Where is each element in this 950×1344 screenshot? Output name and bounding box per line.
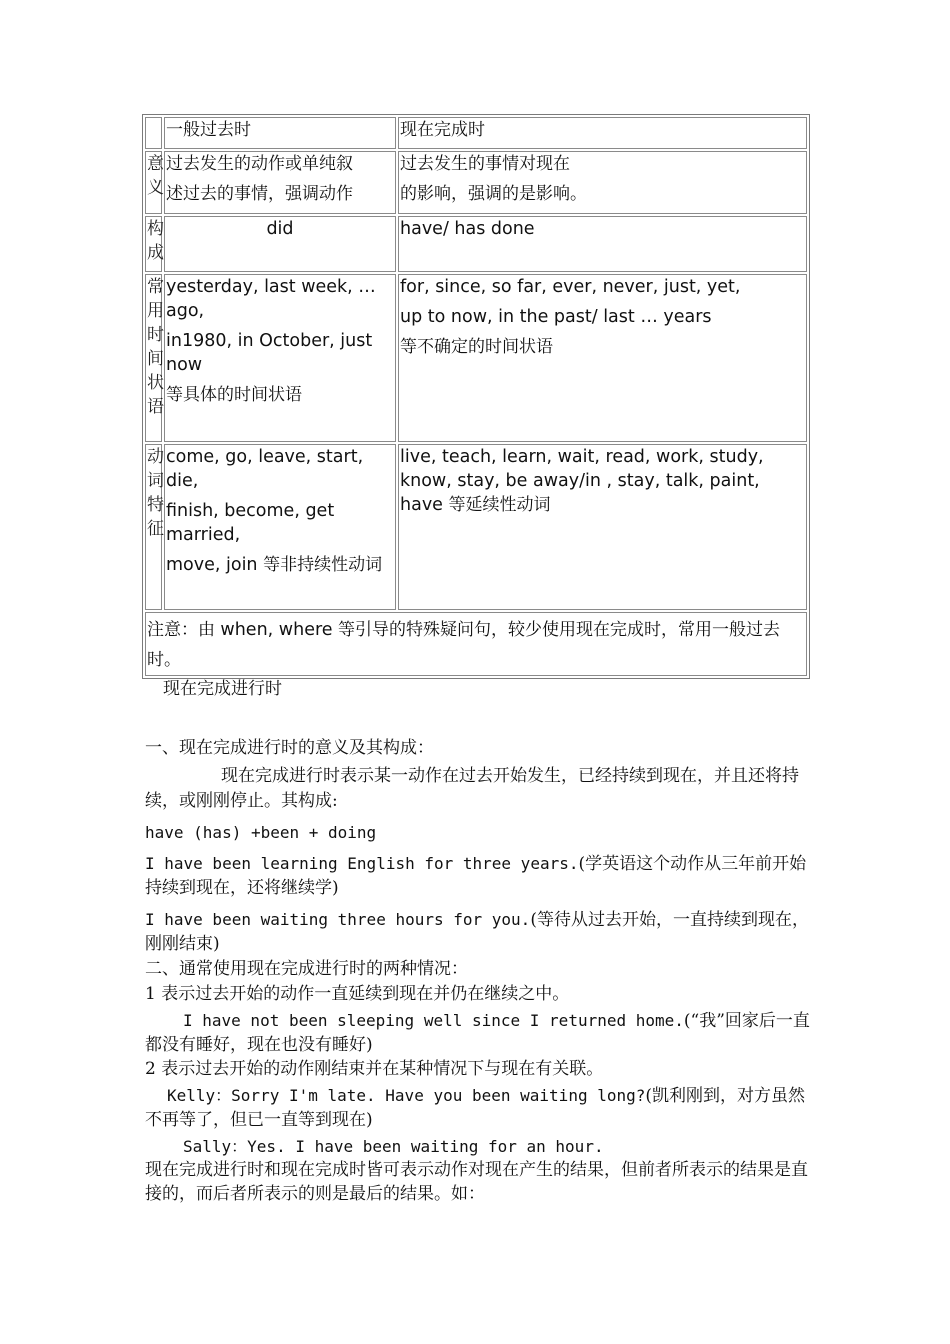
table-header-row: [145, 117, 807, 149]
section-one-heading: 一、现在完成进行时的意义及其构成：: [145, 738, 434, 758]
form-perfect-cell: have/ has done: [398, 216, 807, 272]
table-row-form: [145, 216, 807, 272]
row-label-adverbials: 常 用 时 间 状 语: [145, 274, 162, 442]
table-corner-cell: [145, 117, 162, 149]
table-row-verbs: [145, 444, 807, 610]
comparison-paragraph: 现在完成进行时和现在完成时皆可表示动作对现在产生的结果，但前者所表示的结果是直接的，而后者所表示的则是最后的结果。如：: [145, 1160, 808, 1204]
table-row-adverbials: [145, 274, 807, 442]
note-cell: 注意：由 when, where 等引导的特殊疑问句，较少使用现在完成时，常用一般过去时。: [145, 612, 807, 676]
table-row-meaning: [145, 151, 807, 214]
case-two-example-one: Kelly：Sorry I'm late. Have you been waiting long?(凯利刚到，对方虽然不再等了，但已一直等到现在): [145, 1086, 806, 1130]
case-one: 1 表示过去开始的动作一直延续到现在并仍在继续之中。: [145, 984, 570, 1004]
meaning-perfect-cell: 过去发生的事情对现在 的影响，强调的是影响。: [398, 151, 807, 214]
meaning-past-cell: 过去发生的动作或单纯叙 述过去的事情，强调动作: [164, 151, 396, 214]
row-label-form: 构 成: [145, 216, 162, 272]
section-one-description: 现在完成进行时表示某一动作在过去开始发生，已经持续到现在，并且还将持续，或刚刚停止。其构成:: [145, 766, 799, 811]
example-one: I have been learning English for three years.(学英语这个动作从三年前开始持续到现在，还将继续学): [145, 854, 807, 898]
example-two: I have been waiting three hours for you.(等待从过去开始，一直持续到现在，刚刚结束): [145, 910, 809, 954]
header-present-perfect: 现在完成时: [398, 117, 807, 149]
tense-comparison-table: [142, 114, 810, 679]
row-label-meaning: 意 义: [145, 151, 162, 214]
case-two: 2 表示过去开始的动作刚结束并在某种情况下与现在有关联。: [145, 1059, 604, 1079]
form-past-cell: did: [164, 216, 396, 272]
section-title: 现在完成进行时: [163, 679, 282, 699]
header-simple-past: 一般过去时: [164, 117, 396, 149]
adverbials-perfect-cell: for, since, so far, ever, never, just, yet, up to now, in the past/ last … years 等不确定的时间状语: [398, 274, 807, 442]
adverbials-past-cell: yesterday, last week, …ago, in1980, in October, just now 等具体的时间状语: [164, 274, 396, 442]
section-two-heading: 二、通常使用现在完成进行时的两种情况：: [145, 959, 468, 979]
verbs-perfect-cell: live, teach, learn, wait, read, work, study, know, stay, be away/in , stay, talk, paint, have 等延续性动词: [398, 444, 807, 610]
formula: have (has) +been + doing: [145, 823, 377, 842]
verbs-past-cell: come, go, leave, start, die, finish, become, get married, move, join 等非持续性动词: [164, 444, 396, 610]
table-row-note: [145, 612, 807, 676]
case-two-example-two: Sally：Yes. I have been waiting for an hour.: [183, 1137, 604, 1156]
case-one-example: I have not been sleeping well since I returned home.(“我”回家后一直都没有睡好，现在也没有睡好): [145, 1011, 810, 1055]
row-label-verbs: 动 词 特 征: [145, 444, 162, 610]
